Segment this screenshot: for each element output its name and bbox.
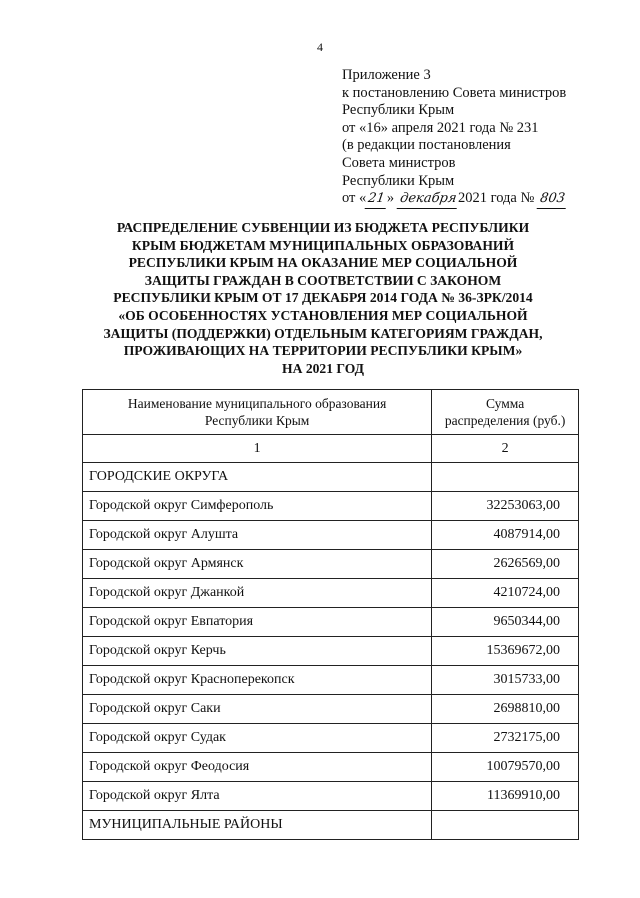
amount-cell: 2698810,00 — [432, 695, 579, 724]
municipality-name: Городской округ Саки — [83, 695, 432, 724]
table-row — [83, 579, 579, 608]
municipality-name: МУНИЦИПАЛЬНЫЕ РАЙОНЫ — [83, 811, 432, 840]
table-header-row — [83, 390, 579, 435]
title-line: ЗАЩИТЫ ГРАЖДАН В СООТВЕТСТВИИ С ЗАКОНОМ — [144, 272, 502, 288]
municipality-name: Городской округ Евпатория — [83, 608, 432, 637]
table-row — [83, 637, 579, 666]
column-number: 2 — [432, 435, 579, 463]
title-line: РЕСПУБЛИКИ КРЫМ НА ОКАЗАНИЕ МЕР СОЦИАЛЬНОЙ — [128, 255, 518, 271]
amount-cell — [432, 463, 579, 492]
date-year: 2021 года № — [458, 190, 535, 207]
header-amount — [432, 390, 579, 435]
table-row — [83, 753, 579, 782]
appendix-line: Республики Крым — [342, 102, 455, 119]
column-numbering-row — [83, 435, 579, 463]
municipality-name: Городской округ Алушта — [83, 521, 432, 550]
handwritten-day: 21 — [365, 190, 388, 209]
amount-cell: 9650344,00 — [432, 608, 579, 637]
table-row — [83, 666, 579, 695]
amount-cell: 2732175,00 — [432, 724, 579, 753]
amount-cell: 15369672,00 — [432, 637, 579, 666]
municipality-name: Городской округ Джанкой — [83, 579, 432, 608]
appendix-line: Приложение 3 — [342, 67, 431, 83]
municipality-name: Городской округ Армянск — [83, 550, 432, 579]
table-row — [83, 550, 579, 579]
table-row — [83, 463, 579, 492]
appendix-line: к постановлению Совета министров — [342, 84, 567, 101]
title-line: «ОБ ОСОБЕННОСТЯХ УСТАНОВЛЕНИЯ МЕР СОЦИАЛЬНОЙ — [118, 307, 528, 323]
distribution-table — [82, 389, 579, 840]
table-row — [83, 724, 579, 753]
table-row — [83, 521, 579, 550]
amount-cell: 10079570,00 — [432, 753, 579, 782]
municipality-name: Городской округ Керчь — [83, 637, 432, 666]
document-title — [70, 219, 576, 377]
table-row — [83, 492, 579, 521]
header-text: Республики Крым — [204, 413, 310, 428]
header-text: Сумма — [485, 396, 525, 411]
title-line: ПРОЖИВАЮЩИХ НА ТЕРРИТОРИИ РЕСПУБЛИКИ КРЫМ» — [123, 343, 523, 359]
table-row — [83, 608, 579, 637]
table-row — [83, 811, 579, 840]
municipality-name: Городской округ Красноперекопск — [83, 666, 432, 695]
column-number: 1 — [83, 435, 432, 463]
title-line: НА 2021 ГОД — [282, 360, 364, 376]
title-line: КРЫМ БЮДЖЕТАМ МУНИЦИПАЛЬНЫХ ОБРАЗОВАНИЙ — [131, 237, 515, 253]
appendix-line: Совета министров — [342, 154, 456, 171]
municipality-name: Городской округ Судак — [83, 724, 432, 753]
amount-cell — [432, 811, 579, 840]
table-row — [83, 782, 579, 811]
municipality-name: Городской округ Ялта — [83, 782, 432, 811]
appendix-line: Республики Крым — [342, 172, 455, 189]
amount-cell: 11369910,00 — [432, 782, 579, 811]
handwritten-number: 803 — [537, 190, 568, 209]
appendix-date-line — [342, 190, 567, 209]
title-line: РАСПРЕДЕЛЕНИЕ СУБВЕНЦИИ ИЗ БЮДЖЕТА РЕСПУБЛИКИ — [116, 220, 530, 235]
header-text: распределения (руб.) — [444, 413, 566, 428]
table-row — [83, 695, 579, 724]
page-number: 4 — [317, 40, 323, 54]
handwritten-month: декабря — [396, 190, 459, 209]
amount-cell: 3015733,00 — [432, 666, 579, 695]
date-prefix: от « — [342, 190, 367, 207]
municipality-name: Городской округ Симферополь — [83, 492, 432, 521]
amount-cell: 32253063,00 — [432, 492, 579, 521]
header-municipality — [83, 390, 432, 435]
date-quote: » — [386, 190, 395, 207]
municipality-name: ГОРОДСКИЕ ОКРУГА — [83, 463, 432, 492]
amount-cell: 2626569,00 — [432, 550, 579, 579]
municipality-name: Городской округ Феодосия — [83, 753, 432, 782]
appendix-line: от «16» апреля 2021 года № 231 — [342, 119, 539, 136]
title-line: ЗАЩИТЫ (ПОДДЕРЖКИ) ОТДЕЛЬНЫМ КАТЕГОРИЯМ ГРАЖДАН, — [103, 325, 543, 341]
appendix-line: (в редакции постановления — [342, 137, 511, 154]
appendix-block — [342, 67, 567, 209]
amount-cell: 4087914,00 — [432, 521, 579, 550]
amount-cell: 4210724,00 — [432, 579, 579, 608]
header-text: Наименование муниципального образования — [127, 396, 387, 411]
title-line: РЕСПУБЛИКИ КРЫМ ОТ 17 ДЕКАБРЯ 2014 ГОДА № 36-ЗРК/2014 — [113, 290, 533, 306]
